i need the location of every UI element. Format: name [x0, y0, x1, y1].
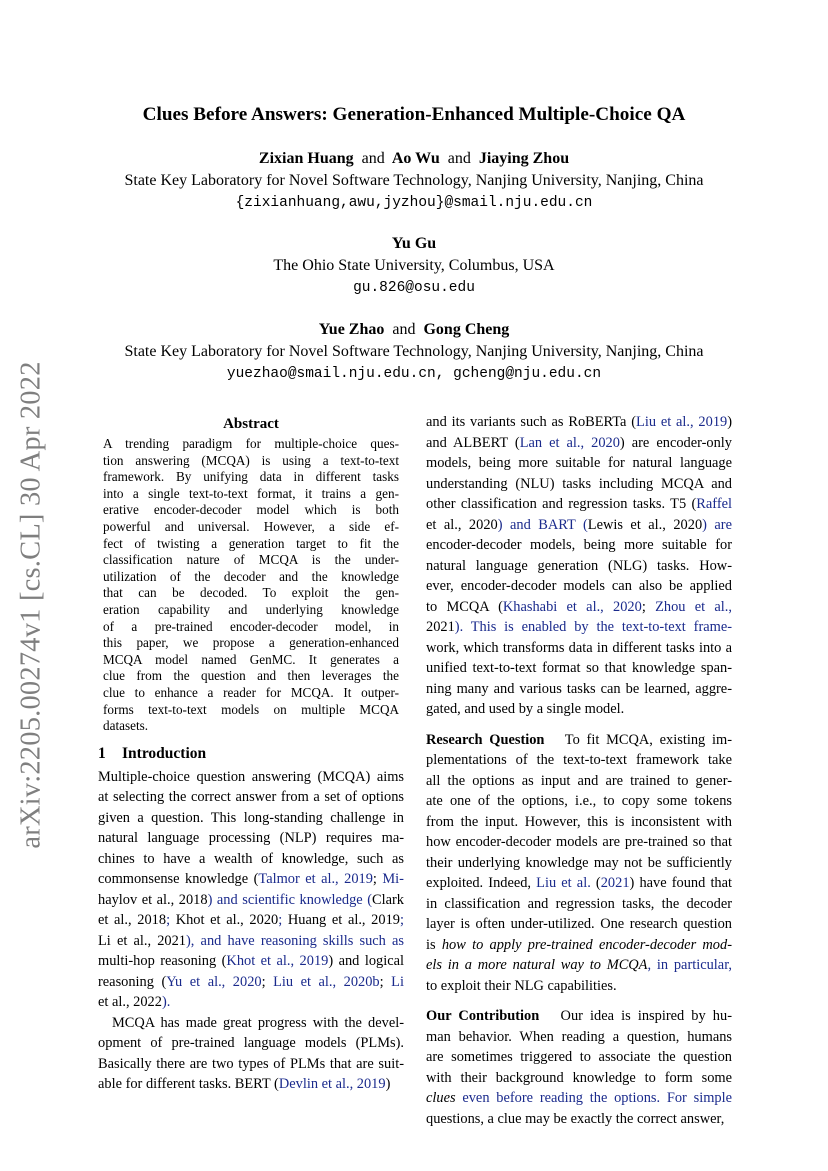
- text-line: multi-hop reasoning (Khot et al., 2019) and logical: [98, 953, 404, 970]
- citation-link[interactable]: Zhou et al.,: [655, 598, 732, 615]
- citation-link[interactable]: ) are: [702, 516, 732, 533]
- left-column: [98, 412, 404, 1095]
- author-affiliation: The Ohio State University, Columbus, USA: [273, 257, 555, 274]
- citation-link[interactable]: Khashabi et al., 2020: [502, 598, 642, 615]
- author-names: [0, 233, 828, 255]
- abstract-line: powerful and universal. However, a side ef-: [103, 518, 399, 534]
- author-name: Yu Gu: [391, 235, 437, 252]
- arxiv-identifier-stamp: [9, 361, 55, 849]
- author-names: [0, 148, 828, 170]
- text-line: with their background knowledge to form some: [426, 1069, 732, 1086]
- text-line: are sometimes triggered to associate the question: [426, 1049, 732, 1065]
- text-line: Multiple-choice question answering (MCQA) aims: [98, 768, 404, 785]
- text-line: et al., 2018; Khot et al., 2020; Huang et al., 2019;: [98, 912, 404, 929]
- text-line: Basically there are two types of PLMs that are suit-: [98, 1055, 404, 1072]
- abstract-line: eration capability and underlying knowledge: [103, 601, 399, 617]
- text-line: natural language processing (NLP) requires ma-: [98, 830, 404, 847]
- citation-link[interactable]: ). This is enabled by the text-to-text frame-: [454, 619, 732, 635]
- text-line: how encoder-decoder models are pre-trained so that: [426, 834, 732, 850]
- plm-paragraph: [426, 412, 732, 720]
- author-email[interactable]: yuezhao@smail.nju.edu.cn, gcheng@nju.edu.cn: [226, 366, 602, 382]
- paragraph-run-in-heading: Research Question: [426, 731, 545, 748]
- citation-link[interactable]: ), and have reasoning skills such as: [186, 932, 404, 949]
- text-line: ever, encoder-decoder models can also be applied: [426, 578, 732, 594]
- citation-link[interactable]: Talmor et al., 2019: [258, 871, 373, 888]
- abstract-line: tion answering (MCQA) is using a text-to-text: [103, 452, 399, 468]
- text-line: in classification and regression tasks, the decoder: [426, 895, 732, 912]
- text-line: opment of pre-trained language models (PLMs).: [98, 1035, 404, 1052]
- text-line: given a question. This long-standing challenge in: [98, 809, 404, 826]
- text-line: natural language generation (NLG) tasks. How-: [426, 557, 732, 574]
- citation-link[interactable]: ;: [278, 912, 288, 929]
- citation-link[interactable]: Liu et al., 2020b: [273, 973, 380, 990]
- abstract-line: erative encoder-decoder model which is both: [103, 502, 399, 518]
- text-line: encoder-decoder models, being more suitable for: [426, 537, 732, 553]
- citation-link[interactable]: ) and BART (: [497, 516, 588, 533]
- text-line: their underlying knowledge may not be sufficiently: [426, 854, 732, 871]
- emphasis-text: els in a more natural way to MCQA: [426, 957, 648, 973]
- paper-title: Clues Before Answers: Generation-Enhanced Multiple-Choice QA: [142, 104, 686, 125]
- text-line: reasoning (Yu et al., 2020; Liu et al., 2020b; Li: [98, 973, 404, 990]
- text-line: ning many and various tasks can be learned, aggre-: [426, 680, 732, 697]
- citation-link[interactable]: Liu et al.: [536, 875, 591, 891]
- our-contribution-paragraph: [426, 1006, 732, 1129]
- author-name: Zixian Huang: [258, 150, 354, 167]
- intro-paragraph-2: [98, 1013, 404, 1095]
- text-line: MCQA has made great progress with the devel-: [112, 1014, 404, 1031]
- text-line: plementations of the text-to-text framework take: [426, 752, 732, 768]
- author-group-3: [0, 319, 828, 385]
- text-line: unified text-to-text format so that knowledge span-: [426, 660, 732, 676]
- text-line: able for different tasks. BERT (Devlin et al., 2019): [98, 1076, 391, 1093]
- abstract-line: classification nature of MCQA is the under-: [103, 552, 399, 568]
- abstract-line: of a pre-trained encoder-decoder model, in: [103, 618, 399, 634]
- emphasis-text: clues: [426, 1090, 456, 1106]
- citation-link[interactable]: ;: [166, 912, 176, 929]
- abstract-line: fect of twisting a generation target to fit the: [103, 535, 399, 551]
- text-line: [426, 955, 732, 976]
- text-line: chines to have a wealth of knowledge, such as: [98, 850, 404, 867]
- arxiv-id-text: arXiv:2205.00274v1 [cs.CL] 30 Apr 2022: [16, 361, 47, 849]
- text-line: gated, and used by a single model.: [426, 701, 625, 717]
- author-group-2: [0, 233, 828, 299]
- citation-link[interactable]: 2021: [600, 875, 630, 891]
- text-line: haylov et al., 2018) and scientific knowledge (Clark: [98, 891, 404, 908]
- right-column: [426, 412, 732, 1129]
- text-line: models, being more suitable for natural language: [426, 455, 732, 471]
- author-separator: and: [392, 321, 416, 338]
- citation-link[interactable]: Yu et al., 2020: [166, 973, 262, 990]
- text-line: work, which transforms data in different tasks into a: [426, 639, 732, 656]
- abstract-line: utilization of the decoder and the knowledge: [103, 568, 399, 584]
- text-line: and ALBERT (Lan et al., 2020) are encoder-only: [426, 434, 732, 451]
- text-line: et al., 2022).: [98, 994, 171, 1011]
- abstract-line: clue to enhance a reader for MCQA. It outper-: [103, 684, 399, 700]
- text-line: layer is often under-utilized. One research question: [426, 916, 732, 932]
- text-line: is how to apply pre-trained encoder-decoder mod-: [426, 936, 732, 953]
- text-line: all the options as input and are trained to gener-: [426, 772, 732, 789]
- abstract-body: [103, 436, 399, 735]
- author-name: Jiaying Zhou: [478, 150, 570, 167]
- text-line: exploited. Indeed, Liu et al. (2021) have found that: [426, 875, 733, 891]
- section-number: 1: [98, 744, 106, 762]
- author-name: Gong Cheng: [423, 321, 510, 338]
- text-line: commonsense knowledge (Talmor et al., 2019; Mi-: [98, 871, 404, 888]
- author-affiliation: State Key Laboratory for Novel Software Technology, Nanjing University, Nanjing, China: [124, 343, 704, 360]
- citation-link[interactable]: Lan et al., 2020: [519, 434, 620, 451]
- intro-paragraph-1: [98, 767, 404, 1013]
- abstract-line: framework. By unifying data in different tasks: [103, 469, 399, 485]
- section-heading-introduction: [98, 741, 404, 767]
- abstract-line: A trending paradigm for multiple-choice ques-: [103, 436, 399, 451]
- author-group-1: [0, 148, 828, 214]
- citation-link[interactable]: even before reading the options. For simple: [455, 1090, 732, 1106]
- text-line: Li et al., 2021), and have reasoning skills such as: [98, 932, 404, 949]
- text-line: to exploit their NLG capabilities.: [426, 977, 617, 994]
- text-line: Our Contribution Our idea is inspired by hu-: [426, 1008, 732, 1024]
- abstract-line: that can be decoded. To exploit the gen-: [103, 585, 399, 601]
- abstract-heading: Abstract: [223, 416, 279, 432]
- text-line: [426, 1088, 732, 1109]
- author-name: Yue Zhao: [318, 321, 385, 338]
- author-name: Ao Wu: [391, 150, 440, 167]
- text-line: and its variants such as RoBERTa (Liu et al., 2019): [426, 414, 733, 430]
- text-line: man behavior. When reading a question, humans: [426, 1028, 732, 1045]
- text-line: from the input. However, this is inconsistent with: [426, 813, 732, 830]
- author-names: [0, 319, 828, 341]
- abstract-line: datasets.: [103, 718, 149, 734]
- author-email[interactable]: {zixianhuang,awu,jyzhou}@smail.nju.edu.cn: [235, 195, 593, 211]
- abstract-line: into a single text-to-text format, it trains a gen-: [103, 485, 399, 501]
- text-line: Research Question To fit MCQA, existing im-: [426, 731, 732, 748]
- author-separator: and: [447, 150, 471, 167]
- text-line: ate one of the options, i.e., to copy some tokens: [426, 793, 732, 809]
- citation-link[interactable]: Raffel: [696, 496, 732, 512]
- citation-link[interactable]: ).: [161, 994, 171, 1011]
- abstract-line: forms text-to-text models on multiple MCQA: [103, 701, 399, 717]
- author-separator: and: [361, 150, 385, 167]
- citation-link[interactable]: ;: [399, 912, 404, 929]
- abstract-line: MCQA model named GenMC. It generates a: [103, 651, 399, 667]
- author-affiliation: State Key Laboratory for Novel Software Technology, Nanjing University, Nanjing, China: [124, 172, 704, 189]
- text-line: to MCQA (Khashabi et al., 2020; Zhou et al.,: [426, 598, 732, 615]
- paragraph-run-in-heading: Our Contribution: [426, 1008, 540, 1024]
- citation-link[interactable]: , in particular,: [647, 957, 733, 973]
- text-line: at selecting the correct answer from a set of options: [98, 789, 404, 806]
- abstract-line: this paper, we propose a generation-enhanced: [103, 635, 399, 651]
- citation-link[interactable]: Devlin et al., 2019: [278, 1076, 386, 1093]
- section-title: Introduction: [122, 744, 207, 762]
- abstract-line: clue from the question and then leverages the: [103, 668, 399, 684]
- citation-link[interactable]: Liu et al., 2019: [636, 414, 728, 430]
- text-line: other classification and regression tasks. T5 (Raffel: [426, 496, 732, 512]
- emphasis-text: how to apply pre-trained encoder-decoder mod-: [441, 936, 732, 953]
- text-line: understanding (NLU) tasks including MCQA and: [426, 475, 732, 492]
- citation-link[interactable]: Li: [391, 973, 404, 990]
- research-question-paragraph: [426, 730, 732, 997]
- author-email[interactable]: gu.826@osu.edu: [353, 280, 475, 296]
- text-line: et al., 2020) and BART (Lewis et al., 2020) are: [426, 516, 732, 533]
- citation-link[interactable]: ) and scientific knowledge (: [207, 891, 373, 908]
- citation-link[interactable]: Mi-: [382, 871, 404, 888]
- text-line: 2021). This is enabled by the text-to-text frame-: [426, 619, 732, 635]
- citation-link[interactable]: Khot et al., 2019: [226, 953, 329, 970]
- text-line: questions, a clue may be exactly the correct answer,: [426, 1110, 725, 1127]
